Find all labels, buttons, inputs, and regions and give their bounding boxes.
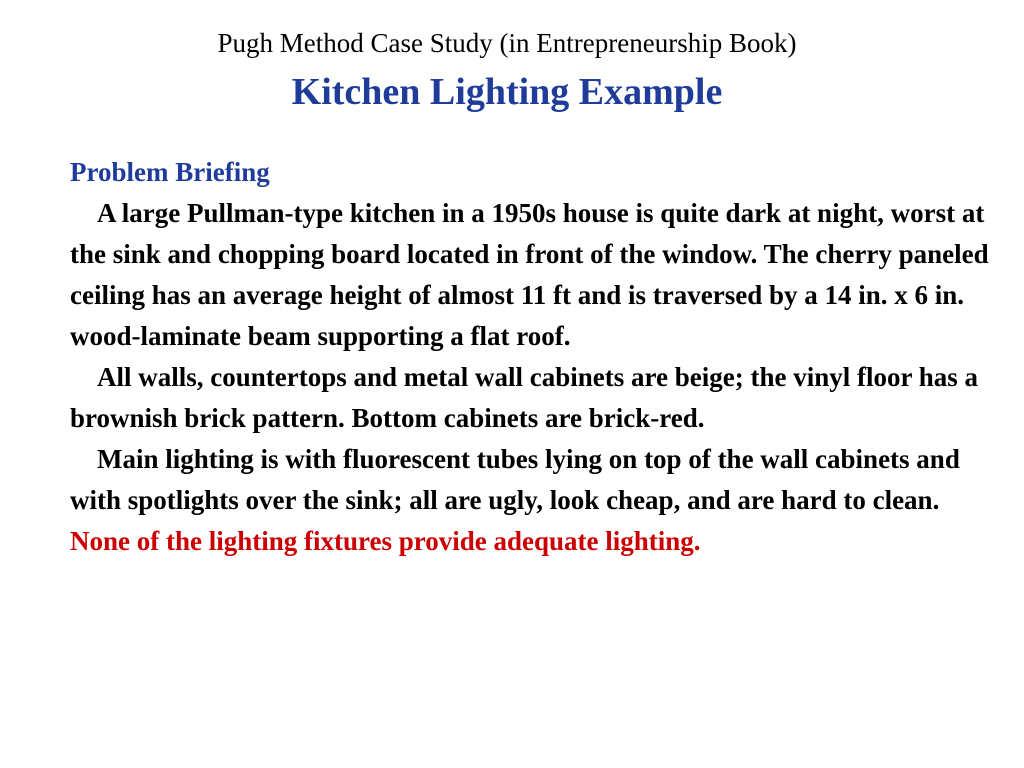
highlighted-conclusion: None of the lighting fixtures provide adequate lighting. bbox=[70, 526, 701, 556]
slide-body bbox=[70, 152, 1010, 562]
section-heading: Problem Briefing bbox=[70, 157, 270, 187]
paragraph-kitchen-description: A large Pullman-type kitchen in a 1950s house is quite dark at night, worst at the sink and chopping board located in front of the window. The cherry paneled ceiling has an average height of almost 11 ft and is traversed by a 14 in. x 6 in. wood-laminate beam supporting a flat roof. bbox=[70, 198, 989, 351]
paragraph-colors: All walls, countertops and metal wall cabinets are beige; the vinyl floor has a brownish brick pattern. Bottom cabinets are brick-red. bbox=[70, 362, 978, 433]
paragraph-lighting-text: Main lighting is with fluorescent tubes lying on top of the wall cabinets and with spotlights over the sink; all are ugly, look cheap, and are hard to clean. bbox=[70, 444, 960, 515]
slide-title: Kitchen Lighting Example bbox=[291, 71, 723, 113]
slide-subtitle: Pugh Method Case Study (in Entrepreneurship Book) bbox=[217, 28, 797, 58]
paragraph-lighting bbox=[70, 439, 1010, 562]
